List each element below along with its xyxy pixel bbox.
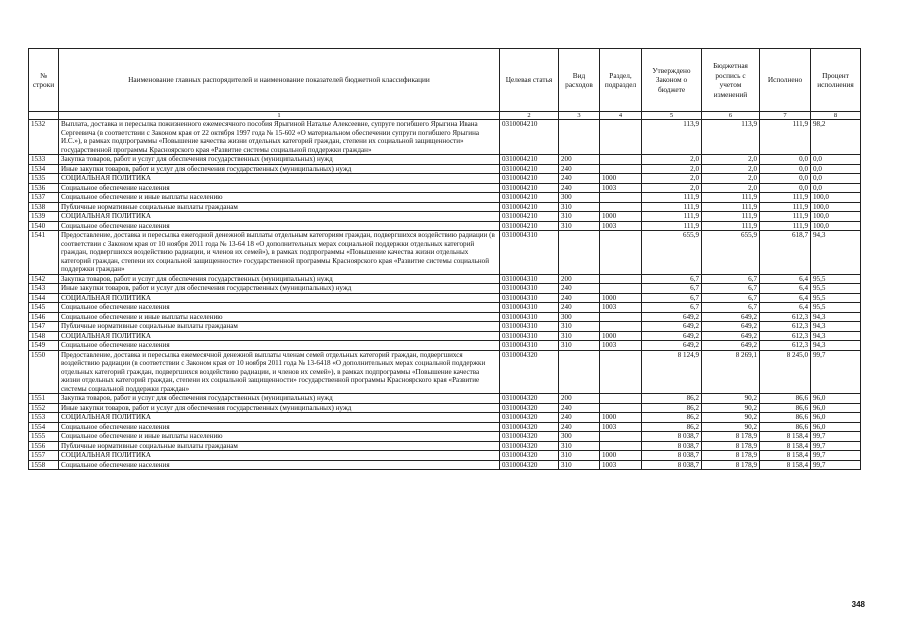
budget-list-cell: 6,7 — [702, 293, 760, 303]
executed-cell: 8 158,4 — [760, 451, 811, 461]
expense-type-cell: 240 — [559, 403, 600, 413]
expense-type-cell: 310 — [559, 221, 600, 231]
target-article-cell: 0310004210 — [500, 212, 559, 222]
approved-cell: 111,9 — [642, 212, 702, 222]
executed-cell: 612,3 — [760, 341, 811, 351]
expense-type-cell: 310 — [559, 331, 600, 341]
row-number-cell: 1533 — [29, 155, 59, 165]
column-number: 5 — [642, 112, 702, 120]
expense-type-cell — [559, 231, 600, 275]
approved-cell: 8 038,7 — [642, 441, 702, 451]
header-section: Раздел, подраздел — [600, 49, 642, 112]
row-name-cell: Закупка товаров, работ и услуг для обеспечения государственных (муниципальных) нужд — [59, 155, 500, 165]
target-article-cell: 0310004210 — [500, 183, 559, 193]
section-cell: 1003 — [600, 221, 642, 231]
budget-list-cell: 8 178,9 — [702, 460, 760, 470]
executed-cell: 8 245,0 — [760, 350, 811, 394]
approved-cell: 86,2 — [642, 394, 702, 404]
row-name-cell: Социальное обеспечение населения — [59, 460, 500, 470]
executed-cell: 6,4 — [760, 284, 811, 294]
row-number-cell: 1552 — [29, 403, 59, 413]
target-article-cell: 0310004210 — [500, 202, 559, 212]
approved-cell: 86,2 — [642, 413, 702, 423]
row-number-cell: 1554 — [29, 422, 59, 432]
section-cell: 1000 — [600, 451, 642, 461]
row-name-cell: Предоставление, доставка и пересылка ежемесячной денежной выплаты членам семей отдельных категорий граждан, подвергшихся воздействию радиации (в соответствии с Законом края от 10 ноября 2011 года № 13-6418 «О дополнительных мерах социальной поддержки отдельных категорий граждан, подвергшихся воздействию радиации, и членов их семей»), в рамках подпрограммы «Повышение качества жизни отдельных категорий граждан, степени их социальной защищенности» государственной программы Красноярского края «Развитие системы социальной поддержки граждан» — [59, 350, 500, 394]
target-article-cell: 0310004310 — [500, 303, 559, 313]
budget-table — [28, 48, 861, 470]
row-number-cell: 1534 — [29, 164, 59, 174]
executed-cell: 111,9 — [760, 212, 811, 222]
row-name-cell: СОЦИАЛЬНАЯ ПОЛИТИКА — [59, 331, 500, 341]
approved-cell: 2,0 — [642, 174, 702, 184]
row-name-cell: Социальное обеспечение и иные выплаты населению — [59, 432, 500, 442]
row-name-cell: Выплата, доставка и пересылка пожизненного ежемесячного пособия Ярыгиной Наталье Алексеевне, супруге погибшего Ярыгина Ивана Сергеевича (в соответствии с Законом края от 22 октября 1997 года № 15-602 «О материальном обеспечении супруги погибшего Ярыгина И.С.»), в рамках подпрограммы «Повышение качества жизни отдельных категорий граждан, степени их социальной защищенности» государственной программы Красноярского края «Развитие системы социальной поддержки граждан» — [59, 120, 500, 155]
row-name-cell: СОЦИАЛЬНАЯ ПОЛИТИКА — [59, 413, 500, 423]
target-article-cell: 0310004320 — [500, 451, 559, 461]
header-percent: Процент исполнения — [811, 49, 861, 112]
section-cell: 1000 — [600, 413, 642, 423]
column-number: 1 — [59, 112, 500, 120]
row-number-cell: 1556 — [29, 441, 59, 451]
page-number: 348 — [851, 600, 865, 609]
target-article-cell: 0310004310 — [500, 341, 559, 351]
expense-type-cell: 310 — [559, 322, 600, 332]
row-number-cell: 1549 — [29, 341, 59, 351]
executed-cell: 111,9 — [760, 120, 811, 155]
row-number-cell: 1546 — [29, 312, 59, 322]
percent-cell: 100,0 — [811, 202, 861, 212]
header-budget-list: Бюджетная роспись с учетом изменений — [702, 49, 760, 112]
row-number-cell: 1538 — [29, 202, 59, 212]
budget-list-cell: 90,2 — [702, 394, 760, 404]
target-article-cell: 0310004210 — [500, 193, 559, 203]
target-article-cell: 0310004310 — [500, 231, 559, 275]
header-row-no: № строки — [29, 49, 59, 112]
table-row — [29, 221, 861, 231]
row-number-cell: 1541 — [29, 231, 59, 275]
approved-cell: 111,9 — [642, 202, 702, 212]
budget-list-cell: 111,9 — [702, 202, 760, 212]
budget-list-cell: 113,9 — [702, 120, 760, 155]
expense-type-cell: 300 — [559, 193, 600, 203]
row-number-cell: 1558 — [29, 460, 59, 470]
section-cell: 1003 — [600, 303, 642, 313]
budget-list-cell: 111,9 — [702, 193, 760, 203]
executed-cell: 86,6 — [760, 403, 811, 413]
expense-type-cell — [559, 120, 600, 155]
target-article-cell: 0310004320 — [500, 413, 559, 423]
row-number-cell: 1536 — [29, 183, 59, 193]
approved-cell: 111,9 — [642, 193, 702, 203]
budget-list-cell: 2,0 — [702, 164, 760, 174]
percent-cell: 0,0 — [811, 174, 861, 184]
row-number-cell: 1542 — [29, 274, 59, 284]
table-row — [29, 460, 861, 470]
approved-cell: 6,7 — [642, 293, 702, 303]
column-number — [29, 112, 59, 120]
budget-list-cell: 8 178,9 — [702, 432, 760, 442]
table-row — [29, 155, 861, 165]
table-row — [29, 441, 861, 451]
target-article-cell: 0310004210 — [500, 120, 559, 155]
table-row — [29, 274, 861, 284]
approved-cell: 113,9 — [642, 120, 702, 155]
section-cell: 1003 — [600, 183, 642, 193]
table-row — [29, 451, 861, 461]
budget-list-cell: 655,9 — [702, 231, 760, 275]
section-cell — [600, 403, 642, 413]
column-number: 6 — [702, 112, 760, 120]
executed-cell: 8 158,4 — [760, 432, 811, 442]
expense-type-cell: 240 — [559, 293, 600, 303]
row-name-cell: Социальное обеспечение населения — [59, 183, 500, 193]
percent-cell: 96,0 — [811, 413, 861, 423]
row-number-cell: 1548 — [29, 331, 59, 341]
target-article-cell: 0310004310 — [500, 331, 559, 341]
approved-cell: 8 124,9 — [642, 350, 702, 394]
table-row — [29, 403, 861, 413]
target-article-cell: 0310004210 — [500, 221, 559, 231]
target-article-cell: 0310004310 — [500, 312, 559, 322]
target-article-cell: 0310004310 — [500, 322, 559, 332]
section-cell: 1000 — [600, 331, 642, 341]
table-row — [29, 193, 861, 203]
approved-cell: 2,0 — [642, 164, 702, 174]
row-number-cell: 1535 — [29, 174, 59, 184]
percent-cell: 94,3 — [811, 341, 861, 351]
table-row — [29, 212, 861, 222]
percent-cell: 99,7 — [811, 451, 861, 461]
expense-type-cell: 310 — [559, 212, 600, 222]
table-row — [29, 120, 861, 155]
row-name-cell: Закупка товаров, работ и услуг для обеспечения государственных (муниципальных) нужд — [59, 394, 500, 404]
column-number: 7 — [760, 112, 811, 120]
approved-cell: 8 038,7 — [642, 460, 702, 470]
row-name-cell: Социальное обеспечение и иные выплаты населению — [59, 312, 500, 322]
header-approved: Утверждено Законом о бюджете — [642, 49, 702, 112]
budget-list-cell: 6,7 — [702, 274, 760, 284]
target-article-cell: 0310004320 — [500, 460, 559, 470]
approved-cell: 655,9 — [642, 231, 702, 275]
table-row — [29, 312, 861, 322]
row-name-cell: Публичные нормативные социальные выплаты гражданам — [59, 441, 500, 451]
section-cell — [600, 155, 642, 165]
percent-cell: 96,0 — [811, 403, 861, 413]
table-row — [29, 432, 861, 442]
section-cell — [600, 193, 642, 203]
percent-cell: 98,2 — [811, 120, 861, 155]
percent-cell: 96,0 — [811, 394, 861, 404]
percent-cell: 99,7 — [811, 350, 861, 394]
budget-list-cell: 2,0 — [702, 174, 760, 184]
budget-list-cell: 8 178,9 — [702, 451, 760, 461]
table-row — [29, 350, 861, 394]
section-cell — [600, 202, 642, 212]
section-cell — [600, 432, 642, 442]
expense-type-cell: 300 — [559, 312, 600, 322]
row-number-cell: 1532 — [29, 120, 59, 155]
section-cell — [600, 312, 642, 322]
target-article-cell: 0310004320 — [500, 432, 559, 442]
executed-cell: 86,6 — [760, 413, 811, 423]
row-name-cell: Публичные нормативные социальные выплаты гражданам — [59, 202, 500, 212]
percent-cell: 94,3 — [811, 231, 861, 275]
budget-list-cell: 90,2 — [702, 422, 760, 432]
table-row — [29, 293, 861, 303]
approved-cell: 649,2 — [642, 331, 702, 341]
executed-cell: 111,9 — [760, 202, 811, 212]
row-number-cell: 1537 — [29, 193, 59, 203]
executed-cell: 8 158,4 — [760, 460, 811, 470]
executed-cell: 612,3 — [760, 312, 811, 322]
approved-cell: 6,7 — [642, 303, 702, 313]
approved-cell: 111,9 — [642, 221, 702, 231]
section-cell: 1000 — [600, 212, 642, 222]
section-cell: 1000 — [600, 293, 642, 303]
target-article-cell: 0310004310 — [500, 274, 559, 284]
table-row — [29, 284, 861, 294]
approved-cell: 6,7 — [642, 274, 702, 284]
table-row — [29, 202, 861, 212]
header-executed: Исполнено — [760, 49, 811, 112]
expense-type-cell: 240 — [559, 413, 600, 423]
expense-type-cell — [559, 350, 600, 394]
budget-list-cell: 8 178,9 — [702, 441, 760, 451]
percent-cell: 95,5 — [811, 293, 861, 303]
table-row — [29, 341, 861, 351]
column-number: 8 — [811, 112, 861, 120]
table-row — [29, 174, 861, 184]
budget-list-cell: 2,0 — [702, 155, 760, 165]
column-number: 4 — [600, 112, 642, 120]
section-cell — [600, 120, 642, 155]
section-cell — [600, 394, 642, 404]
expense-type-cell: 200 — [559, 155, 600, 165]
row-number-cell: 1543 — [29, 284, 59, 294]
expense-type-cell: 310 — [559, 341, 600, 351]
executed-cell: 6,4 — [760, 293, 811, 303]
row-number-cell: 1545 — [29, 303, 59, 313]
executed-cell: 6,4 — [760, 274, 811, 284]
target-article-cell: 0310004310 — [500, 293, 559, 303]
row-name-cell: Предоставление, доставка и пересылка ежегодной денежной выплаты отдельным категориям граждан, подвергшихся воздействию радиации (в соответствии с Законом края от 10 ноября 2011 года № 13-64 18 «О дополнительных мерах социальной поддержки отдельных категорий граждан, подвергшихся воздействию радиации, и членов их семей»), в рамках подпрограммы «Повышение качества жизни отдельных категорий граждан, степени их социальной защищенности» государственной программы Красноярского края «Развитие системы социальной поддержки граждан» — [59, 231, 500, 275]
target-article-cell: 0310004320 — [500, 403, 559, 413]
header-target: Целевая статья — [500, 49, 559, 112]
table-row — [29, 331, 861, 341]
expense-type-cell: 240 — [559, 183, 600, 193]
section-cell: 1003 — [600, 422, 642, 432]
row-number-cell: 1547 — [29, 322, 59, 332]
header-name: Наименование главных распорядителей и наименование показателей бюджетной классификации — [59, 49, 500, 112]
percent-cell: 96,0 — [811, 422, 861, 432]
section-cell: 1000 — [600, 174, 642, 184]
budget-list-cell: 90,2 — [702, 403, 760, 413]
percent-cell: 0,0 — [811, 164, 861, 174]
approved-cell: 8 038,7 — [642, 432, 702, 442]
row-name-cell: Публичные нормативные социальные выплаты гражданам — [59, 322, 500, 332]
row-name-cell: Иные закупки товаров, работ и услуг для обеспечения государственных (муниципальных) нужд — [59, 164, 500, 174]
budget-list-cell: 90,2 — [702, 413, 760, 423]
executed-cell: 0,0 — [760, 164, 811, 174]
expense-type-cell: 310 — [559, 441, 600, 451]
header-row — [29, 49, 861, 112]
row-name-cell: СОЦИАЛЬНАЯ ПОЛИТИКА — [59, 174, 500, 184]
row-name-cell: Социальное обеспечение населения — [59, 422, 500, 432]
percent-cell: 100,0 — [811, 193, 861, 203]
expense-type-cell: 240 — [559, 284, 600, 294]
budget-list-cell: 6,7 — [702, 303, 760, 313]
percent-cell: 95,5 — [811, 303, 861, 313]
target-article-cell: 0310004210 — [500, 174, 559, 184]
percent-cell: 100,0 — [811, 221, 861, 231]
target-article-cell: 0310004210 — [500, 164, 559, 174]
header-expense-type: Вид расходов — [559, 49, 600, 112]
table-row — [29, 422, 861, 432]
approved-cell: 649,2 — [642, 341, 702, 351]
percent-cell: 95,5 — [811, 284, 861, 294]
row-name-cell: Иные закупки товаров, работ и услуг для обеспечения государственных (муниципальных) нужд — [59, 403, 500, 413]
section-cell — [600, 164, 642, 174]
row-name-cell: СОЦИАЛЬНАЯ ПОЛИТИКА — [59, 451, 500, 461]
section-cell — [600, 441, 642, 451]
row-number-cell: 1555 — [29, 432, 59, 442]
column-number: 3 — [559, 112, 600, 120]
executed-cell: 8 158,4 — [760, 441, 811, 451]
percent-cell: 95,5 — [811, 274, 861, 284]
percent-cell: 94,3 — [811, 331, 861, 341]
percent-cell: 0,0 — [811, 155, 861, 165]
row-number-cell: 1544 — [29, 293, 59, 303]
section-cell — [600, 350, 642, 394]
section-cell: 1003 — [600, 341, 642, 351]
row-number-cell: 1550 — [29, 350, 59, 394]
table-row — [29, 303, 861, 313]
percent-cell: 0,0 — [811, 183, 861, 193]
budget-list-cell: 649,2 — [702, 341, 760, 351]
budget-list-cell: 111,9 — [702, 221, 760, 231]
expense-type-cell: 310 — [559, 451, 600, 461]
row-name-cell: Социальное обеспечение и иные выплаты населению — [59, 193, 500, 203]
executed-cell: 86,6 — [760, 394, 811, 404]
executed-cell: 612,3 — [760, 322, 811, 332]
table-row — [29, 413, 861, 423]
column-number-row — [29, 112, 861, 120]
target-article-cell: 0310004320 — [500, 441, 559, 451]
row-number-cell: 1540 — [29, 221, 59, 231]
approved-cell: 8 038,7 — [642, 451, 702, 461]
budget-list-cell: 2,0 — [702, 183, 760, 193]
row-number-cell: 1553 — [29, 413, 59, 423]
target-article-cell: 0310004210 — [500, 155, 559, 165]
row-name-cell: СОЦИАЛЬНАЯ ПОЛИТИКА — [59, 293, 500, 303]
expense-type-cell: 200 — [559, 394, 600, 404]
executed-cell: 612,3 — [760, 331, 811, 341]
row-name-cell: Иные закупки товаров, работ и услуг для обеспечения государственных (муниципальных) нужд — [59, 284, 500, 294]
table-row — [29, 183, 861, 193]
section-cell: 1003 — [600, 460, 642, 470]
approved-cell: 6,7 — [642, 284, 702, 294]
budget-list-cell: 649,2 — [702, 322, 760, 332]
target-article-cell: 0310004320 — [500, 394, 559, 404]
executed-cell: 618,7 — [760, 231, 811, 275]
budget-list-cell: 6,7 — [702, 284, 760, 294]
approved-cell: 2,0 — [642, 183, 702, 193]
executed-cell: 111,9 — [760, 193, 811, 203]
expense-type-cell: 310 — [559, 202, 600, 212]
approved-cell: 649,2 — [642, 322, 702, 332]
expense-type-cell: 200 — [559, 274, 600, 284]
table-row — [29, 231, 861, 275]
percent-cell: 94,3 — [811, 312, 861, 322]
row-number-cell: 1551 — [29, 394, 59, 404]
percent-cell: 99,7 — [811, 460, 861, 470]
budget-list-cell: 111,9 — [702, 212, 760, 222]
approved-cell: 649,2 — [642, 312, 702, 322]
percent-cell: 100,0 — [811, 212, 861, 222]
executed-cell: 0,0 — [760, 155, 811, 165]
target-article-cell: 0310004320 — [500, 350, 559, 394]
target-article-cell: 0310004310 — [500, 284, 559, 294]
row-number-cell: 1557 — [29, 451, 59, 461]
section-cell — [600, 322, 642, 332]
approved-cell: 86,2 — [642, 422, 702, 432]
executed-cell: 0,0 — [760, 183, 811, 193]
row-number-cell: 1539 — [29, 212, 59, 222]
row-name-cell: Социальное обеспечение населения — [59, 303, 500, 313]
section-cell — [600, 274, 642, 284]
executed-cell: 6,4 — [760, 303, 811, 313]
row-name-cell: Социальное обеспечение населения — [59, 221, 500, 231]
executed-cell: 0,0 — [760, 174, 811, 184]
row-name-cell: Закупка товаров, работ и услуг для обеспечения государственных (муниципальных) нужд — [59, 274, 500, 284]
percent-cell: 94,3 — [811, 322, 861, 332]
expense-type-cell: 240 — [559, 174, 600, 184]
percent-cell: 99,7 — [811, 441, 861, 451]
approved-cell: 86,2 — [642, 403, 702, 413]
expense-type-cell: 240 — [559, 422, 600, 432]
table-row — [29, 394, 861, 404]
percent-cell: 99,7 — [811, 432, 861, 442]
table-row — [29, 164, 861, 174]
approved-cell: 2,0 — [642, 155, 702, 165]
executed-cell: 111,9 — [760, 221, 811, 231]
target-article-cell: 0310004320 — [500, 422, 559, 432]
section-cell — [600, 231, 642, 275]
table-row — [29, 322, 861, 332]
row-name-cell: СОЦИАЛЬНАЯ ПОЛИТИКА — [59, 212, 500, 222]
expense-type-cell: 310 — [559, 460, 600, 470]
row-name-cell: Социальное обеспечение населения — [59, 341, 500, 351]
expense-type-cell: 240 — [559, 164, 600, 174]
budget-list-cell: 649,2 — [702, 312, 760, 322]
budget-list-cell: 8 269,1 — [702, 350, 760, 394]
executed-cell: 86,6 — [760, 422, 811, 432]
expense-type-cell: 300 — [559, 432, 600, 442]
expense-type-cell: 240 — [559, 303, 600, 313]
budget-list-cell: 649,2 — [702, 331, 760, 341]
section-cell — [600, 284, 642, 294]
column-number: 2 — [500, 112, 559, 120]
